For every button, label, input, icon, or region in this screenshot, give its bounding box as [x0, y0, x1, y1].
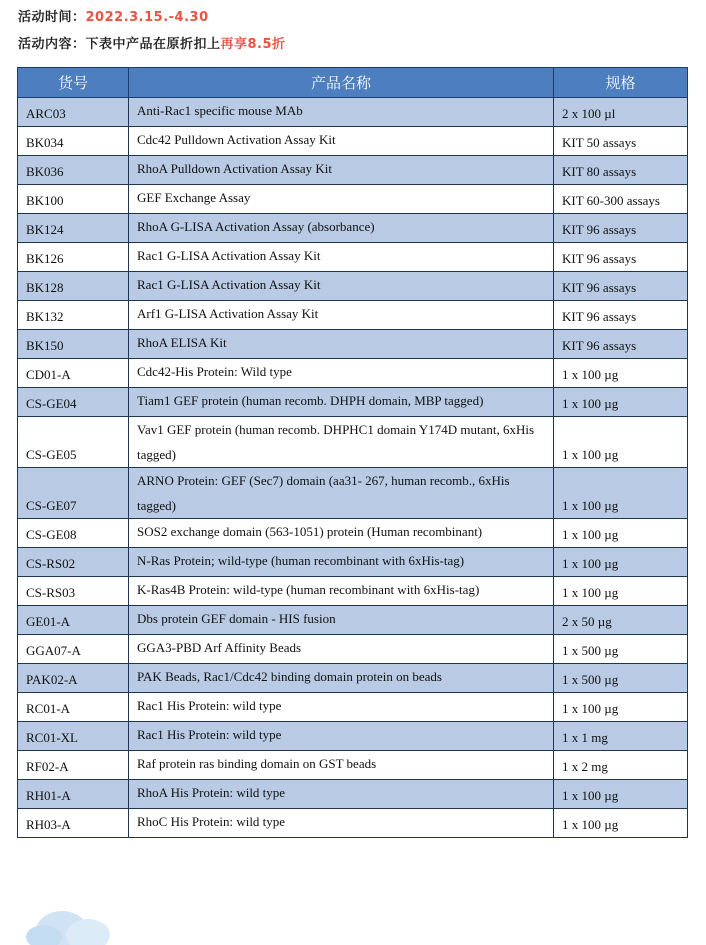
table-row: [18, 185, 688, 214]
product-code-cell: CS-GE07: [18, 468, 129, 519]
product-name-cell: K-Ras4B Protein: wild-type (human recombinant with 6xHis-tag): [129, 577, 554, 606]
product-code-cell: GE01-A: [18, 606, 129, 635]
product-name-cell: Rac1 His Protein: wild type: [129, 722, 554, 751]
column-header-code: 货号: [18, 68, 129, 98]
product-code-cell: CD01-A: [18, 359, 129, 388]
product-name-cell: Cdc42-His Protein: Wild type: [129, 359, 554, 388]
product-spec-cell: 1 x 1 mg: [554, 722, 688, 751]
product-name-cell: GGA3-PBD Arf Affinity Beads: [129, 635, 554, 664]
product-name-cell: Rac1 His Protein: wild type: [129, 693, 554, 722]
product-name-cell: Rac1 G-LISA Activation Assay Kit: [129, 272, 554, 301]
table-row: [18, 548, 688, 577]
product-code-cell: CS-GE04: [18, 388, 129, 417]
product-code-cell: RC01-A: [18, 693, 129, 722]
product-spec-cell: KIT 80 assays: [554, 156, 688, 185]
table-row: [18, 519, 688, 548]
promo-content-label: 活动内容：下表中产品在原折扣上: [18, 37, 221, 52]
product-spec-cell: 1 x 100 µg: [554, 693, 688, 722]
product-code-cell: RH01-A: [18, 780, 129, 809]
product-code-cell: CS-GE08: [18, 519, 129, 548]
product-code-cell: BK128: [18, 272, 129, 301]
table-row: [18, 417, 688, 468]
column-header-name: 产品名称: [129, 68, 554, 98]
product-spec-cell: KIT 96 assays: [554, 301, 688, 330]
product-code-cell: ARC03: [18, 98, 129, 127]
table-row: [18, 809, 688, 838]
product-spec-cell: 1 x 100 µg: [554, 809, 688, 838]
promo-content-line: [18, 33, 286, 52]
product-name-cell: Raf protein ras binding domain on GST beads: [129, 751, 554, 780]
product-code-cell: BK100: [18, 185, 129, 214]
product-spec-cell: 2 x 100 µl: [554, 98, 688, 127]
product-code-cell: PAK02-A: [18, 664, 129, 693]
product-spec-cell: 1 x 500 µg: [554, 635, 688, 664]
product-spec-cell: 1 x 100 µg: [554, 519, 688, 548]
product-code-cell: BK036: [18, 156, 129, 185]
product-spec-cell: 1 x 100 µg: [554, 780, 688, 809]
product-spec-cell: 1 x 100 µg: [554, 388, 688, 417]
product-spec-cell: 1 x 100 µg: [554, 417, 688, 468]
product-name-cell: Vav1 GEF protein (human recomb. DHPHC1 domain Y174D mutant, 6xHis tagged): [129, 417, 554, 468]
product-spec-cell: KIT 96 assays: [554, 272, 688, 301]
table-row: [18, 577, 688, 606]
product-spec-cell: 1 x 100 µg: [554, 548, 688, 577]
product-name-cell: Arf1 G-LISA Activation Assay Kit: [129, 301, 554, 330]
product-spec-cell: 1 x 100 µg: [554, 577, 688, 606]
product-spec-cell: 1 x 100 µg: [554, 468, 688, 519]
product-name-cell: ARNO Protein: GEF (Sec7) domain (aa31- 267, human recomb., 6xHis tagged): [129, 468, 554, 519]
product-name-cell: Rac1 G-LISA Activation Assay Kit: [129, 243, 554, 272]
product-table: [17, 67, 688, 838]
product-code-cell: BK132: [18, 301, 129, 330]
product-spec-cell: KIT 50 assays: [554, 127, 688, 156]
product-name-cell: RhoA Pulldown Activation Assay Kit: [129, 156, 554, 185]
table-row: [18, 722, 688, 751]
product-name-cell: RhoA ELISA Kit: [129, 330, 554, 359]
product-spec-cell: 1 x 500 µg: [554, 664, 688, 693]
product-name-cell: Tiam1 GEF protein (human recomb. DHPH domain, MBP tagged): [129, 388, 554, 417]
table-header-row: [18, 68, 688, 98]
table-row: [18, 468, 688, 519]
promo-period-line: [18, 6, 209, 25]
product-spec-cell: 2 x 50 µg: [554, 606, 688, 635]
product-code-cell: CS-GE05: [18, 417, 129, 468]
table-row: [18, 156, 688, 185]
product-code-cell: BK126: [18, 243, 129, 272]
product-name-cell: RhoA His Protein: wild type: [129, 780, 554, 809]
table-row: [18, 214, 688, 243]
product-code-cell: BK124: [18, 214, 129, 243]
table-row: [18, 272, 688, 301]
table-row: [18, 693, 688, 722]
product-name-cell: RhoC His Protein: wild type: [129, 809, 554, 838]
table-row: [18, 127, 688, 156]
table-row: [18, 98, 688, 127]
table-row: [18, 330, 688, 359]
table-row: [18, 780, 688, 809]
product-name-cell: PAK Beads, Rac1/Cdc42 binding domain protein on beads: [129, 664, 554, 693]
product-code-cell: GGA07-A: [18, 635, 129, 664]
table-row: [18, 388, 688, 417]
product-spec-cell: KIT 96 assays: [554, 330, 688, 359]
product-name-cell: RhoA G-LISA Activation Assay (absorbance): [129, 214, 554, 243]
table-body: [18, 98, 688, 838]
table-row: [18, 635, 688, 664]
promo-discount-highlight: 再享8.5折: [220, 37, 286, 52]
product-name-cell: Cdc42 Pulldown Activation Assay Kit: [129, 127, 554, 156]
cloud-decoration-icon: [22, 905, 118, 945]
table-row: [18, 359, 688, 388]
product-code-cell: BK034: [18, 127, 129, 156]
product-spec-cell: KIT 96 assays: [554, 243, 688, 272]
product-name-cell: Dbs protein GEF domain - HIS fusion: [129, 606, 554, 635]
promo-period-label: 活动时间：: [18, 10, 86, 25]
table-row: [18, 664, 688, 693]
product-code-cell: RH03-A: [18, 809, 129, 838]
product-spec-cell: 1 x 2 mg: [554, 751, 688, 780]
product-spec-cell: 1 x 100 µg: [554, 359, 688, 388]
product-code-cell: RC01-XL: [18, 722, 129, 751]
product-code-cell: BK150: [18, 330, 129, 359]
product-code-cell: CS-RS03: [18, 577, 129, 606]
table-row: [18, 301, 688, 330]
product-spec-cell: KIT 96 assays: [554, 214, 688, 243]
product-code-cell: CS-RS02: [18, 548, 129, 577]
product-name-cell: Anti-Rac1 specific mouse MAb: [129, 98, 554, 127]
table-row: [18, 751, 688, 780]
product-code-cell: RF02-A: [18, 751, 129, 780]
promo-period-value: 2022.3.15.-4.30: [85, 10, 209, 25]
table-row: [18, 243, 688, 272]
column-header-spec: 规格: [554, 68, 688, 98]
product-name-cell: N-Ras Protein; wild-type (human recombinant with 6xHis-tag): [129, 548, 554, 577]
table-row: [18, 606, 688, 635]
product-name-cell: GEF Exchange Assay: [129, 185, 554, 214]
product-name-cell: SOS2 exchange domain (563-1051) protein (Human recombinant): [129, 519, 554, 548]
product-spec-cell: KIT 60-300 assays: [554, 185, 688, 214]
